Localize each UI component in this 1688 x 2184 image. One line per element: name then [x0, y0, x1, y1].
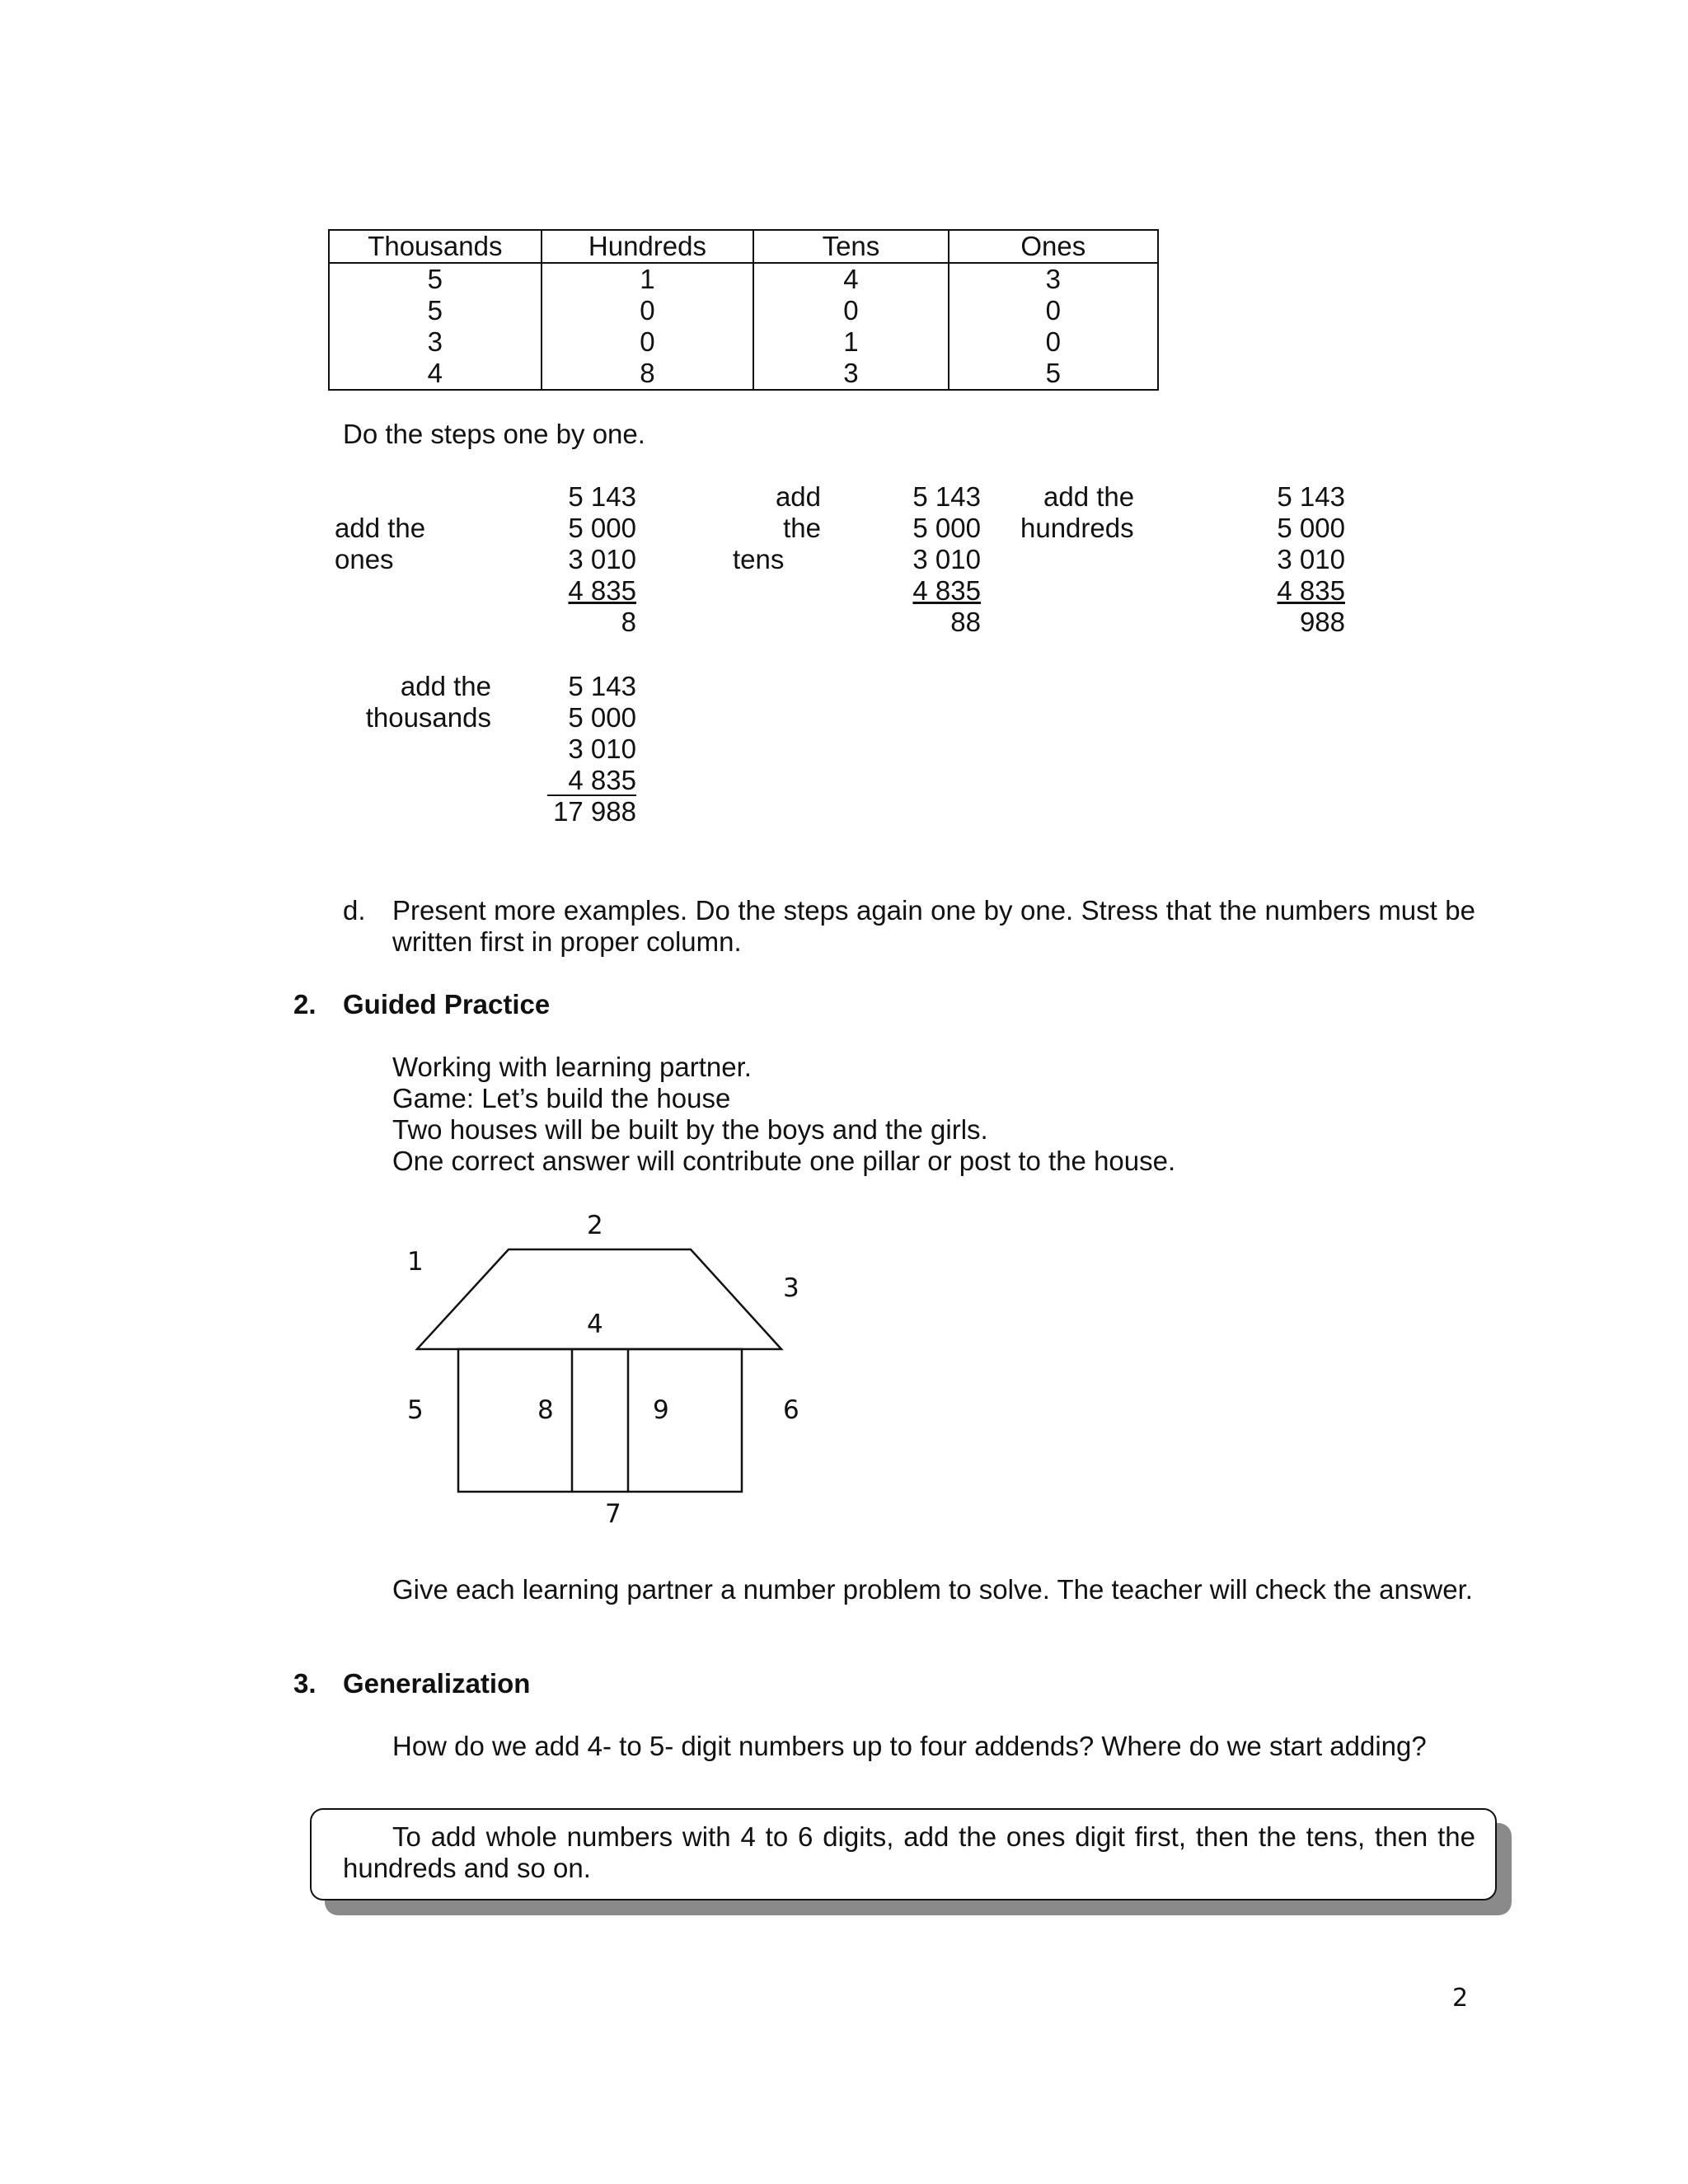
house-label-5: 5	[407, 1395, 424, 1425]
house-label-3: 3	[783, 1273, 799, 1303]
step-tens-result: 88	[950, 607, 981, 637]
step-hundreds-label-line1: add the	[1043, 481, 1135, 512]
addend: 5 143	[1277, 481, 1345, 512]
table-cell: 3	[949, 263, 1158, 295]
addend: 3 010	[1277, 544, 1345, 574]
page-number: 2	[1452, 1984, 1469, 2013]
item-d-marker: d.	[343, 895, 366, 926]
addend: 5 143	[912, 481, 981, 512]
step-ones-result: 8	[621, 607, 636, 637]
addend: 3 010	[568, 544, 636, 574]
guided-line: One correct answer will contribute one pillar or post to the house.	[392, 1146, 1176, 1176]
house-body	[458, 1349, 742, 1492]
table-cell: 5	[949, 358, 1158, 390]
step-tens-label-line1: add	[775, 481, 821, 512]
addend: 5 143	[568, 481, 636, 512]
section-3-number: 3.	[293, 1668, 316, 1699]
guided-line: Working with learning partner.	[392, 1052, 752, 1082]
addend: 5 000	[568, 513, 636, 543]
table-cell: 0	[542, 326, 754, 358]
table-cell: 1	[542, 263, 754, 295]
summary-text: To add whole numbers with 4 to 6 digits, add the ones digit first, then the tens, then the hundreds and so on.	[343, 1821, 1475, 1883]
section-3-question: How do we add 4- to 5- digit numbers up to four addends? Where do we start adding?	[392, 1731, 1427, 1761]
addend: 3 010	[568, 733, 636, 764]
step-ones-label-line2: ones	[335, 544, 394, 574]
header-hundreds: Hundreds	[542, 230, 754, 263]
addend-last: 4 835	[547, 765, 636, 796]
steps-intro: Do the steps one by one.	[343, 419, 645, 449]
section-2-number: 2.	[293, 989, 316, 1019]
house-label-4: 4	[587, 1310, 603, 1339]
house-label-6: 6	[783, 1395, 799, 1425]
table-cell: 1	[753, 326, 948, 358]
table-cell: 5	[329, 295, 542, 326]
summary-box	[310, 1808, 1497, 1900]
header-tens: Tens	[753, 230, 948, 263]
addend: 5 000	[568, 702, 636, 733]
step-thousands-result: 17 988	[553, 796, 636, 827]
addend: 5 000	[1277, 513, 1345, 543]
house-label-7: 7	[605, 1499, 621, 1529]
header-ones: Ones	[949, 230, 1158, 263]
house-label-2: 2	[587, 1211, 603, 1240]
table-cell: 8	[542, 358, 754, 390]
addend-last: 4 835	[1277, 575, 1345, 606]
house-label-8: 8	[537, 1395, 554, 1425]
table-cell: 4	[753, 263, 948, 295]
addend: 5 143	[568, 671, 636, 701]
partner-text: Give each learning partner a number problem to solve. The teacher will check the answer.	[392, 1574, 1473, 1605]
guided-line: Game: Let’s build the house	[392, 1083, 731, 1113]
guided-line: Two houses will be built by the boys and the girls.	[392, 1114, 988, 1145]
table-cell: 3	[753, 358, 948, 390]
step-tens-label-line2: the	[783, 513, 821, 543]
table-cell: 0	[753, 295, 948, 326]
table-cell: 0	[542, 295, 754, 326]
house-label-9: 9	[653, 1395, 669, 1425]
table-cell: 3	[329, 326, 542, 358]
section-2-title: Guided Practice	[343, 989, 551, 1019]
table-cell: 5	[329, 263, 542, 295]
table-cell: 4	[329, 358, 542, 390]
step-tens-label-line3: tens	[733, 544, 785, 574]
step-ones-label-line1: add the	[335, 513, 426, 543]
section-3-title: Generalization	[343, 1668, 531, 1699]
table-cell: 0	[949, 326, 1158, 358]
item-d-text: Present more examples. Do the steps again one by one. Stress that the numbers must be written first in proper column.	[392, 895, 1475, 957]
step-thousands-label-line2: thousands	[365, 702, 491, 733]
step-hundreds-result: 988	[1299, 607, 1345, 637]
addend-last: 4 835	[568, 575, 636, 606]
house-label-1: 1	[407, 1247, 424, 1277]
step-hundreds-label-line2: hundreds	[1020, 513, 1134, 543]
addend: 5 000	[912, 513, 981, 543]
addend: 3 010	[912, 544, 981, 574]
table-cell: 0	[949, 295, 1158, 326]
header-thousands: Thousands	[329, 230, 542, 263]
addend-last: 4 835	[912, 575, 981, 606]
step-thousands-label-line1: add the	[400, 671, 491, 701]
